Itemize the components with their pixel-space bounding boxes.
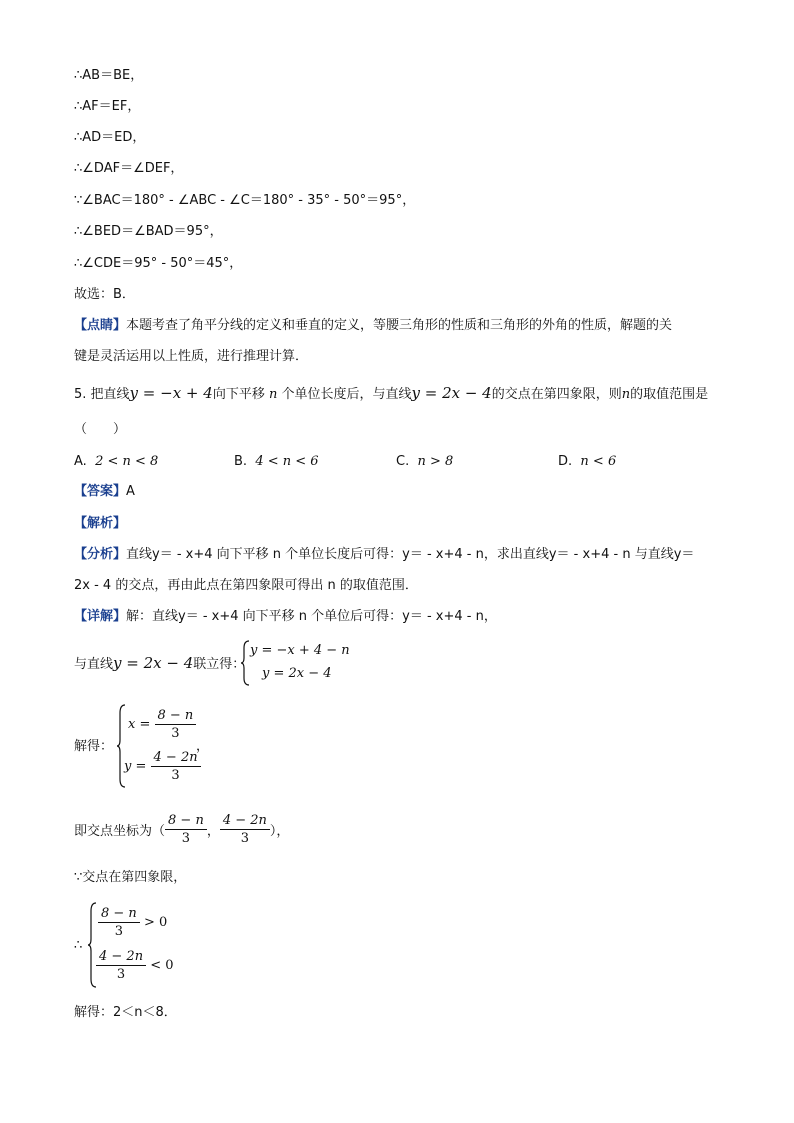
option-c — [396, 452, 453, 472]
ineq-2-fraction — [96, 948, 146, 983]
analysis-tag: 【解析】 — [74, 516, 127, 531]
fenxi-line-1 — [74, 545, 694, 565]
proof-line-7: ∴∠CDE＝95° - 50°＝45°， — [74, 256, 243, 271]
coordinate-prefix: 即交点坐标为（ — [74, 824, 166, 839]
proof-line-4: ∴∠DAF＝∠DEF， — [74, 161, 184, 176]
ineq-1-fraction — [98, 905, 140, 940]
question-text-c: 的交点在第四象限，则 — [491, 387, 622, 402]
coordinate-y-fraction — [220, 812, 270, 847]
line-equation-2: y = 2x − 4 — [411, 384, 492, 402]
final-answer-line: 解得：2＜n＜8． — [74, 1005, 177, 1020]
ineq-2-numerator: 4 − 2n — [96, 948, 146, 966]
coordinate-x-numerator: 8 − n — [165, 812, 207, 830]
solve-prefix: 解得： — [74, 739, 114, 754]
coordinate-line — [74, 812, 289, 847]
commentary-text-2: 键是灵活运用以上性质，进行推理计算． — [74, 349, 309, 364]
answer-parentheses: （ ） — [74, 422, 127, 437]
line-equation-1: y = −x + 4 — [129, 384, 213, 402]
solve-y-numerator: 4 − 2n — [151, 749, 201, 767]
ineq-row-2 — [96, 948, 174, 983]
ineq-2-relation: < 0 — [150, 958, 174, 973]
xiangjie-text: 解：直线y＝ - x+4 向下平移 n 个单位后可得：y＝ - x+4 - n， — [126, 609, 497, 624]
answer-line — [74, 482, 135, 502]
question-text-a: 向下平移 — [212, 387, 265, 402]
option-b-label: B. — [234, 454, 248, 469]
question-stem — [74, 383, 708, 405]
variable-n-2: n — [621, 387, 631, 402]
ineq-1-numerator: 8 − n — [98, 905, 140, 923]
solve-x-lhs: x = — [128, 717, 151, 732]
question-number: 5. 把直线 — [74, 387, 130, 402]
proof-line-1: ∴AB＝BE， — [74, 68, 144, 83]
option-d — [558, 452, 616, 472]
system-prefix-text: 与直线 — [74, 657, 114, 672]
coordinate-x-fraction — [165, 812, 207, 847]
proof-line-6: ∴∠BED＝∠BAD＝95°， — [74, 224, 223, 239]
system-row-2: y = 2x − 4 — [262, 666, 332, 681]
answer-value: A — [126, 484, 135, 499]
commentary-line-1 — [74, 316, 672, 336]
system-line-equation: y = 2x − 4 — [113, 654, 194, 672]
option-a-label: A. — [74, 454, 87, 469]
option-c-text: n > 8 — [417, 454, 454, 469]
system-row-1: y = −x + 4 − n — [250, 643, 350, 658]
ineq-prefix: ∴ — [74, 938, 83, 953]
solve-y-lhs: y = — [124, 759, 147, 774]
solve-x-fraction — [155, 707, 197, 742]
solve-y-row — [124, 749, 201, 784]
commentary-text-1: 本题考查了角平分线的定义和垂直的定义，等腰三角形的性质和三角形的外角的性质，解题的关 — [126, 318, 673, 333]
ineq-1-relation: > 0 — [143, 915, 168, 930]
ineq-1-denominator: 3 — [114, 924, 124, 939]
coordinate-y-denominator: 3 — [240, 831, 250, 846]
solve-y-fraction — [151, 749, 201, 784]
question-text-d: 的取值范围是 — [630, 387, 709, 402]
option-c-label: C. — [396, 454, 410, 469]
xiangjie-tag: 【详解】 — [74, 609, 127, 624]
question-text-b: 个单位长度后，与直线 — [281, 387, 412, 402]
coordinate-x-denominator: 3 — [181, 831, 191, 846]
ineq-2-denominator: 3 — [116, 967, 126, 982]
choice-line: 故选：B． — [74, 287, 135, 302]
quadrant-line: ∵交点在第四象限， — [74, 870, 187, 885]
option-a-text: 2 < n < 8 — [95, 454, 159, 469]
solve-suffix: ， — [196, 739, 210, 754]
coordinate-y-numerator: 4 − 2n — [220, 812, 270, 830]
option-d-text: n < 6 — [580, 454, 617, 469]
commentary-tag: 【点睛】 — [74, 318, 127, 333]
fenxi-text-1: 直线y＝ - x+4 向下平移 n 个单位长度后可得：y＝ - x+4 - n，求出直线y＝ - x+4 - n 与直线y＝ — [126, 547, 695, 562]
proof-line-2: ∴AF＝EF， — [74, 99, 141, 114]
coordinate-separator: ， — [206, 824, 220, 839]
solve-x-numerator: 8 − n — [155, 707, 197, 725]
option-b-text: 4 < n < 6 — [255, 454, 319, 469]
ineq-row-1 — [98, 905, 167, 940]
variable-n: n — [268, 387, 278, 402]
left-brace-1 — [240, 640, 250, 686]
proof-line-3: ∴AD＝ED， — [74, 130, 146, 145]
solve-x-row — [128, 707, 196, 742]
analysis-heading — [74, 514, 126, 534]
fenxi-text-2: 2x - 4 的交点，再由此点在第四象限可得出 n 的取值范围． — [74, 578, 418, 593]
solve-x-denominator: 3 — [171, 726, 180, 741]
option-d-label: D. — [558, 454, 573, 469]
answer-tag: 【答案】 — [74, 484, 127, 499]
solve-y-denominator: 3 — [171, 768, 180, 783]
coordinate-suffix: ）， — [269, 824, 290, 839]
system-prefix — [74, 653, 245, 675]
xiangjie-line — [74, 607, 497, 627]
fenxi-tag: 【分析】 — [74, 547, 127, 562]
system-suffix-text: 联立得： — [193, 657, 246, 672]
proof-line-5: ∵∠BAC＝180° - ∠ABC - ∠C＝180° - 35° - 50°＝95°， — [74, 193, 416, 208]
option-b — [234, 452, 319, 472]
option-a — [74, 452, 158, 472]
